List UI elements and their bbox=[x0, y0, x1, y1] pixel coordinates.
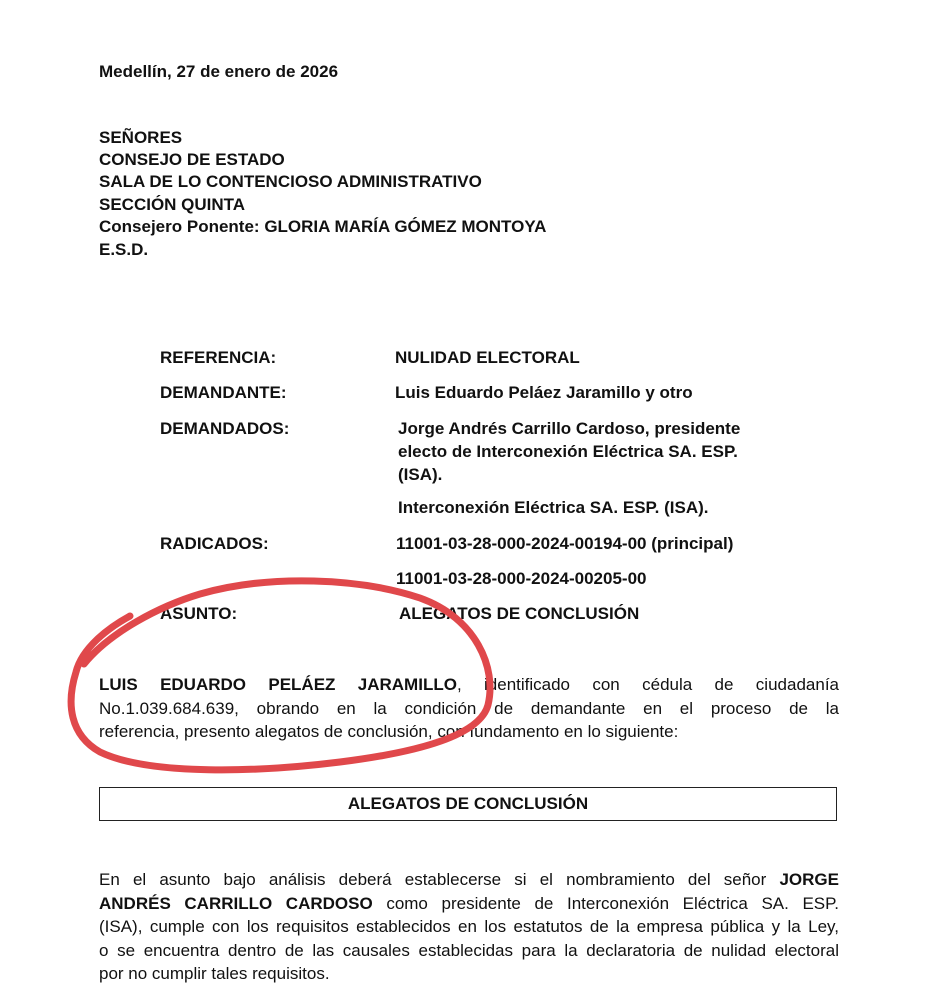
body-line-1 bbox=[99, 868, 839, 892]
section-title: ALEGATOS DE CONCLUSIÓN bbox=[347, 794, 589, 813]
date-line: Medellín, 27 de enero de 2026 bbox=[99, 62, 339, 81]
demandados-label: DEMANDADOS: bbox=[160, 419, 290, 438]
intro-line-1-rest: , identificado con cédula de ciudadanía bbox=[456, 675, 839, 694]
radicado-1: 11001-03-28-000-2024-00194-00 (principal) bbox=[396, 534, 734, 553]
demandante-label: DEMANDANTE: bbox=[160, 383, 287, 402]
body-paragraph bbox=[99, 868, 839, 986]
body-line-2-bold: ANDRÉS CARRILLO CARDOSO bbox=[99, 893, 373, 913]
esd-line: E.S.D. bbox=[99, 240, 149, 259]
body-line-3: (ISA), cumple con los requisitos establecidos en los estatutos de la empresa pública y la Ley, bbox=[99, 917, 839, 936]
addressee-line-2: CONSEJO DE ESTADO bbox=[99, 150, 285, 169]
addressee-line-1: SEÑORES bbox=[99, 128, 183, 147]
radicados-label: RADICADOS: bbox=[160, 534, 269, 553]
intro-line-2: No.1.039.684.639, obrando en la condición de demandante en el proceso de la bbox=[99, 698, 839, 718]
intro-line-1 bbox=[99, 673, 839, 697]
body-line-1-text: En el asunto bajo análisis deberá establecerse si el nombramiento del señor bbox=[99, 870, 767, 889]
body-line-4: o se encuentra dentro de las causales establecidas para la declaratoria de nulidad electoral bbox=[99, 940, 839, 960]
ponente-line bbox=[99, 216, 546, 238]
ponente-name: GLORIA MARÍA GÓMEZ MONTOYA bbox=[264, 217, 547, 236]
demandados-value-1-line-1: Jorge Andrés Carrillo Cardoso, presidente bbox=[398, 419, 741, 438]
demandante-value: Luis Eduardo Peláez Jaramillo y otro bbox=[395, 383, 693, 402]
body-line-2-text: como presidente de Interconexión Eléctrica SA. ESP. bbox=[372, 893, 839, 913]
demandados-value-1-line-2: electo de Interconexión Eléctrica SA. ESP. bbox=[398, 442, 738, 461]
addressee-line-3: SALA DE LO CONTENCIOSO ADMINISTRATIVO bbox=[99, 172, 482, 191]
radicado-2: 11001-03-28-000-2024-00205-00 bbox=[396, 569, 647, 588]
demandados-value-1-line-3: (ISA). bbox=[398, 465, 443, 484]
body-line-2 bbox=[99, 892, 839, 916]
referencia-value: NULIDAD ELECTORAL bbox=[395, 348, 580, 367]
addressee-line-4: SECCIÓN QUINTA bbox=[99, 195, 246, 214]
intro-line-3: referencia, presento alegatos de conclusión, con fundamento en lo siguiente: bbox=[99, 722, 679, 741]
section-title-box bbox=[99, 787, 837, 821]
demandados-value-2: Interconexión Eléctrica SA. ESP. (ISA). bbox=[398, 498, 709, 517]
asunto-label: ASUNTO: bbox=[160, 604, 238, 623]
demandante-name: LUIS EDUARDO PELÁEZ JARAMILLO bbox=[99, 675, 457, 694]
asunto-value: ALEGATOS DE CONCLUSIÓN bbox=[399, 604, 640, 623]
ponente-label: Consejero Ponente: bbox=[99, 217, 260, 236]
body-line-1-bold: JORGE bbox=[779, 870, 839, 889]
intro-paragraph bbox=[99, 673, 839, 744]
body-line-5: por no cumplir tales requisitos. bbox=[99, 964, 330, 983]
referencia-label: REFERENCIA: bbox=[160, 348, 277, 367]
